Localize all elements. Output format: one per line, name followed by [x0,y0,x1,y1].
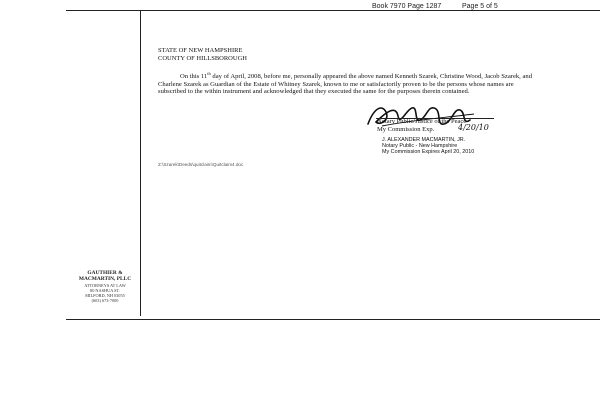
firm-line6: (603) 673-7000 [91,298,119,303]
firm-name-line1: GAUTHIER & [87,270,123,276]
notary-title: Notary Public/Justice of the Peace [377,118,467,125]
bottom-rule [66,319,600,320]
stamp-title: Notary Public - New Hampshire [382,143,458,149]
acknowledgment-paragraph [158,70,538,95]
commission-date-handwritten: 4/20/10 [458,123,489,132]
state-heading: STATE OF NEW HAMPSHIRE [158,47,243,54]
county-heading: COUNTY OF HILLSBOROUGH [158,55,247,62]
firm-line3: ATTORNEYS AT LAW [84,283,126,288]
page-number: Page 5 of 5 [462,3,498,10]
top-rule [66,10,600,11]
paragraph-rest: day of April, 2008, before me, personally appeared the above named Kenneth Szarek, Christine Wood, Jacob Szarek, and Charlene Szarek as Guardian of the Estate of Whitney Szarek, known to me or satisfactorily proven to be the persons whose names are subscribed to the within instrument and acknowledged that they executed the same for the purposes therein contained. [158,73,532,95]
firm-line4: 80 NASHUA ST. [90,288,120,293]
file-path: Z:\Szarek\Deeds\quitclaim\Quitclaim4.doc [158,162,244,167]
stamp-name: J. ALEXANDER MACMARTIN, JR. [382,137,466,143]
ordinal-suffix: th [207,71,211,76]
paragraph-start: On this 11 [180,73,208,81]
book-page-reference: Book 7970 Page 1287 [372,3,442,10]
stamp-expiration: My Commission Expires April 20, 2010 [382,149,475,155]
firm-name-line2: MACMARTIN, PLLC [78,276,132,282]
commission-label: My Commission Exp. [377,126,435,133]
left-margin-rule [140,10,141,316]
firm-block [72,270,138,303]
firm-line5: MILFORD, NH 03055 [85,293,125,298]
